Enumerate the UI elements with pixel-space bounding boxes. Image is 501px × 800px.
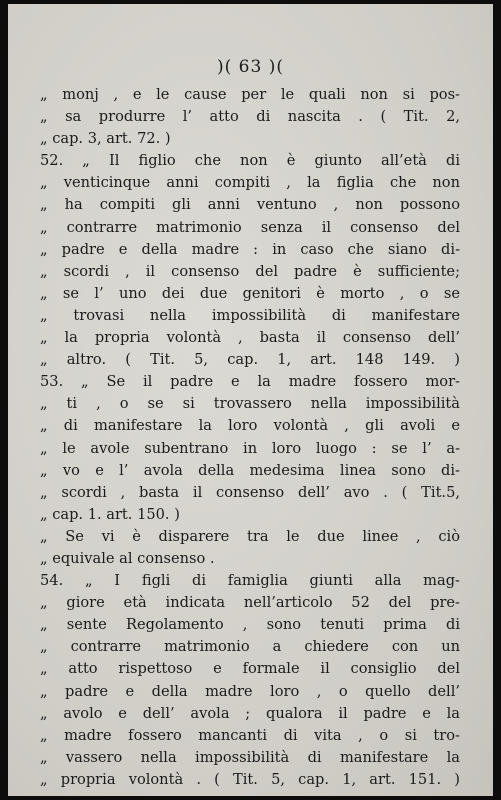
text-line: „ vassero nella impossibilità di manifestare la [40,748,460,766]
text-line: „ equivale al consenso . [40,549,215,567]
text-line: „ monj , e le cause per le quali non si pos- [40,86,460,103]
text-line: „ giore età indicata nell’articolo 52 del pre- [40,594,460,612]
text-line: „ vo e l’ avola della medesima linea sono di- [40,461,460,479]
text-line: „ scordi , basta il consenso dell’ avo . ( Tit.5, [40,483,460,501]
text-line: „ padre e della madre : in caso che siano di- [40,240,460,258]
text-line: „ ti , o se si trovassero nella impossibilità [40,395,460,413]
text-line: „ se l’ uno dei due genitori è morto , o se [40,284,460,302]
text-line: „ di manifestare la loro volontà , gli avoli e [40,417,460,435]
text-line: „ madre fossero mancanti di vita , o si tro- [40,726,460,744]
text-line: „ la propria volontà , basta il consenso dell’ [40,329,460,347]
text-line: „ contrarre matrimonio senza il consenso del [40,218,460,236]
text-line: „ le avole subentrano in loro luogo : se l’ a- [40,439,460,457]
text-line: „ contrarre matrimonio a chiedere con un [40,638,460,656]
text-line: „ atto rispettoso e formale il consiglio del [40,660,460,678]
text-line: „ padre e della madre loro , o quello dell’ [40,682,460,700]
text-line: „ ha compiti gli anni ventuno , non possono [40,196,460,214]
text-line: „ scordi , il consenso del padre è sufficiente; [40,262,460,280]
text-line: „ trovasi nella impossibilità di manifestare [40,306,460,324]
text-line: „ sa produrre l’ atto di nascita . ( Tit. 2, [40,108,460,126]
text-line: „ cap. 3, art. 72. ) [40,130,171,148]
page-text [40,84,460,791]
text-line: „ propria volontà . ( Tit. 5, cap. 1, art. 151. ) [40,770,460,788]
text-line: „ Se vi è disparere tra le due linee , ciò [40,527,460,545]
text-line: „ avolo e dell’ avola ; qualora il padre e la [40,704,460,722]
text-line: „ sente Regolamento , sono tenuti prima di [40,616,460,634]
text-line: „ cap. 1. art. 150. ) [40,505,180,523]
text-line: 54. „ I figli di famiglia giunti alla mag- [40,572,460,590]
text-line: 53. „ Se il padre e la madre fossero mor- [40,373,460,391]
text-line: 52. „ Il figlio che non è giunto all’età di [40,152,460,170]
text-line: „ altro. ( Tit. 5, cap. 1, art. 148 149. ) [40,351,460,369]
text-line: „ venticinque anni compiti , la figlia che non [40,174,460,192]
page-number: )( 63 )( [217,57,284,77]
